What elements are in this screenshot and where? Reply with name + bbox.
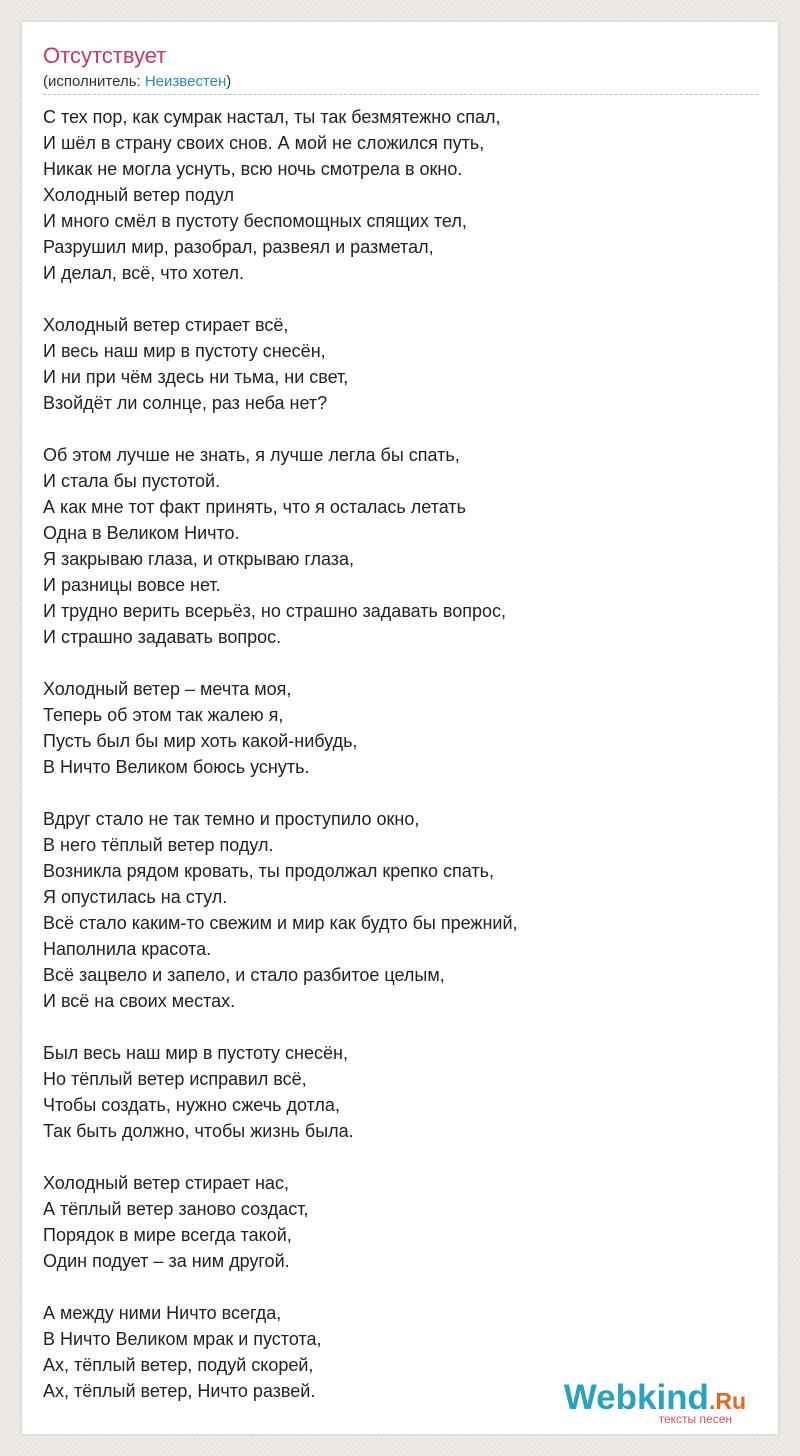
lyric-line: Взойдёт ли солнце, раз неба нет? (43, 393, 328, 413)
lyric-line: Наполнила красота. (43, 939, 212, 959)
artist-prefix: (исполнитель: (43, 73, 145, 90)
lyric-line: А как мне тот факт принять, что я осталась летать (43, 497, 466, 517)
lyric-line: И весь наш мир в пустоту снесён, (43, 341, 326, 361)
lyric-line: И разницы вовсе нет. (43, 575, 221, 595)
lyric-line: Так быть должно, чтобы жизнь была. (43, 1121, 354, 1141)
lyric-line: В Ничто Великом боюсь уснуть. (43, 757, 310, 777)
logo-tagline: тексты песен (658, 1412, 732, 1426)
stanza (43, 442, 758, 650)
logo-tld: .Ru (708, 1388, 746, 1414)
lyric-line: Ах, тёплый ветер, Ничто развей. (43, 1381, 316, 1401)
lyric-line: Один подует – за ним другой. (43, 1251, 290, 1271)
lyric-line: А между ними Ничто всегда, (43, 1303, 282, 1323)
webkind-logo[interactable] (563, 1378, 772, 1428)
artist-link[interactable]: Неизвестен (144, 73, 227, 90)
lyric-line: Был весь наш мир в пустоту снесён, (43, 1043, 348, 1063)
lyric-line: Я опустилась на стул. (43, 887, 228, 907)
lyric-line: И всё на своих местах. (43, 991, 236, 1011)
lyric-line: Всё зацвело и запело, и стало разбитое целым, (43, 965, 445, 985)
lyric-line: Теперь об этом так жалею я, (43, 705, 284, 725)
lyric-line: И ни при чём здесь ни тьма, ни свет, (43, 367, 349, 387)
stanza (43, 1170, 758, 1274)
lyric-line: Пусть был бы мир хоть какой-нибудь, (43, 731, 358, 751)
lyric-line: И трудно верить всерьёз, но страшно задавать вопрос, (43, 601, 507, 621)
lyric-line: Порядок в мире всегда такой, (43, 1225, 292, 1245)
lyric-line: Никак не могла уснуть, всю ночь смотрела в окно. (43, 159, 463, 179)
lyric-line: Всё стало каким-то свежим и мир как будто бы прежний, (43, 913, 518, 933)
lyric-line: Холодный ветер стирает нас, (43, 1173, 289, 1193)
artist-line (43, 72, 758, 95)
lyric-line: И страшно задавать вопрос. (43, 627, 282, 647)
stanza (43, 1040, 758, 1144)
lyric-line: И стала бы пустотой. (43, 471, 221, 491)
lyric-line: Разрушил мир, разобрал, развеял и разметал, (43, 237, 434, 257)
lyric-line: Вдруг стало не так темно и проступило окно, (43, 809, 420, 829)
stanza (43, 676, 758, 780)
lyric-line: Но тёплый ветер исправил всё, (43, 1069, 307, 1089)
lyric-line: Холодный ветер – мечта моя, (43, 679, 292, 699)
lyric-line: Об этом лучше не знать, я лучше легла бы спать, (43, 445, 460, 465)
lyrics-text (43, 104, 758, 1430)
stanza (43, 312, 758, 416)
lyric-line: В Ничто Великом мрак и пустота, (43, 1329, 322, 1349)
lyric-line: Чтобы создать, нужно сжечь дотла, (43, 1095, 340, 1115)
lyric-line: С тех пор, как сумрак настал, ты так безмятежно спал, (43, 107, 501, 127)
lyric-line: И много смёл в пустоту беспомощных спящих тел, (43, 211, 467, 231)
lyric-line: Одна в Великом Ничто. (43, 523, 240, 543)
artist-suffix: ) (226, 73, 232, 90)
lyric-line: В него тёплый ветер подул. (43, 835, 274, 855)
lyric-line: Я закрываю глаза, и открываю глаза, (43, 549, 355, 569)
stanza (43, 104, 758, 286)
lyric-line: И шёл в страну своих снов. А мой не сложился путь, (43, 133, 485, 153)
stanza (43, 806, 758, 1014)
lyric-line: Ах, тёплый ветер, подуй скорей, (43, 1355, 314, 1375)
lyric-line: Возникла рядом кровать, ты продолжал крепко спать, (43, 861, 495, 881)
lyric-line: Холодный ветер стирает всё, (43, 315, 289, 335)
lyric-line: Холодный ветер подул (43, 185, 234, 205)
logo-name: Webkind (563, 1378, 709, 1417)
lyrics-card (22, 22, 778, 1434)
lyric-line: А тёплый ветер заново создаст, (43, 1199, 309, 1219)
song-title: Отсутствует (43, 43, 167, 68)
lyric-line: И делал, всё, что хотел. (43, 263, 245, 283)
